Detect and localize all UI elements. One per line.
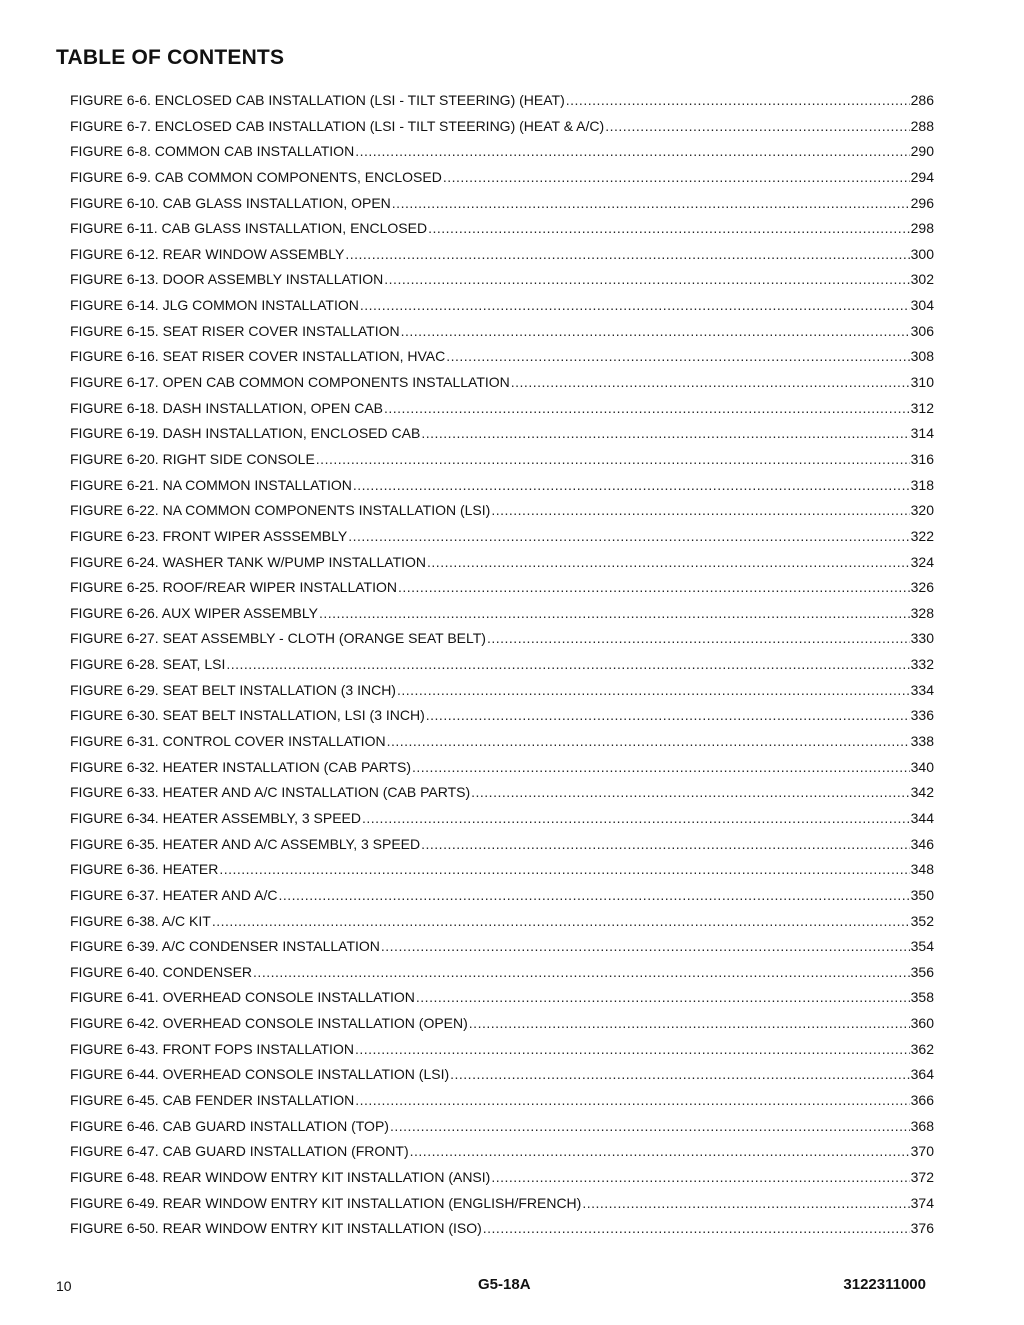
toc-entry[interactable] [70, 550, 934, 576]
toc-entry-label: FIGURE 6-13. DOOR ASSEMBLY INSTALLATION [70, 271, 384, 288]
dot-leader [355, 1037, 910, 1063]
toc-entry-label: FIGURE 6-8. COMMON CAB INSTALLATION [70, 143, 355, 160]
toc-entry[interactable] [70, 1062, 934, 1088]
toc-entry-page: 336 [910, 707, 934, 724]
dot-leader [401, 319, 910, 345]
toc-entry[interactable] [70, 267, 934, 293]
toc-entry[interactable] [70, 1037, 934, 1063]
toc-entry-page: 294 [910, 168, 934, 185]
toc-entry[interactable] [70, 293, 934, 319]
toc-entry[interactable] [70, 1139, 934, 1165]
footer-page-number: 10 [56, 1278, 72, 1294]
toc-entry-page: 320 [910, 502, 934, 519]
toc-entry-page: 290 [910, 143, 934, 160]
toc-entry-page: 318 [910, 476, 934, 493]
toc-entry-label: FIGURE 6-22. NA COMMON COMPONENTS INSTALLATION (LSI) [70, 502, 491, 519]
toc-entry-page: 322 [910, 527, 934, 544]
toc-entry-page: 354 [910, 938, 934, 955]
toc-entry-page: 296 [910, 194, 934, 211]
toc-entry[interactable] [70, 165, 934, 191]
toc-entry[interactable] [70, 473, 934, 499]
toc-entry-page: 374 [910, 1194, 934, 1211]
toc-entry-label: FIGURE 6-49. REAR WINDOW ENTRY KIT INSTALLATION (ENGLISH/FRENCH) [70, 1194, 582, 1211]
toc-entry-label: FIGURE 6-36. HEATER [70, 861, 219, 878]
toc-entry-page: 298 [910, 220, 934, 237]
dot-leader [387, 729, 910, 755]
dot-leader [605, 114, 909, 140]
toc-entry[interactable] [70, 88, 934, 114]
toc-entry-page: 310 [910, 374, 934, 391]
dot-leader [392, 191, 910, 217]
toc-entry-page: 300 [910, 245, 934, 262]
dot-leader [384, 267, 909, 293]
toc-entry-label: FIGURE 6-18. DASH INSTALLATION, OPEN CAB [70, 399, 383, 416]
toc-entry-page: 308 [910, 348, 934, 365]
toc-entry[interactable] [70, 575, 934, 601]
toc-entry-label: FIGURE 6-25. ROOF/REAR WIPER INSTALLATION [70, 579, 397, 596]
toc-entry-label: FIGURE 6-6. ENCLOSED CAB INSTALLATION (LSI - TILT STEERING) (HEAT) [70, 92, 565, 108]
toc-entry[interactable] [70, 1088, 934, 1114]
dot-leader [348, 524, 909, 550]
toc-entry[interactable] [70, 703, 934, 729]
toc-entry-label: FIGURE 6-41. OVERHEAD CONSOLE INSTALLATION [70, 989, 415, 1006]
dot-leader [319, 601, 910, 627]
toc-entry-page: 302 [910, 271, 934, 288]
toc-entry[interactable] [70, 626, 934, 652]
toc-entry-page: 328 [910, 604, 934, 621]
toc-entry-label: FIGURE 6-44. OVERHEAD CONSOLE INSTALLATION (LSI) [70, 1066, 450, 1083]
dot-leader [446, 344, 909, 370]
toc-entry-page: 332 [910, 656, 934, 673]
page-footer [56, 1276, 926, 1296]
toc-entry-label: FIGURE 6-39. A/C CONDENSER INSTALLATION [70, 938, 380, 955]
toc-entry-page: 334 [910, 681, 934, 698]
toc-entry-label: FIGURE 6-9. CAB COMMON COMPONENTS, ENCLOSED [70, 168, 442, 185]
toc-entry[interactable] [70, 780, 934, 806]
toc-list [70, 88, 934, 1242]
dot-leader [410, 1139, 910, 1165]
toc-entry-label: FIGURE 6-16. SEAT RISER COVER INSTALLATION, HVAC [70, 348, 446, 365]
dot-leader [566, 88, 910, 114]
dot-leader [428, 216, 910, 242]
toc-entry-label: FIGURE 6-12. REAR WINDOW ASSEMBLY [70, 245, 345, 262]
toc-entry-label: FIGURE 6-7. ENCLOSED CAB INSTALLATION (LSI - TILT STEERING) (HEAT & A/C) [70, 117, 605, 134]
toc-entry-page: 288 [910, 117, 934, 134]
toc-entry-label: FIGURE 6-42. OVERHEAD CONSOLE INSTALLATION (OPEN) [70, 1015, 468, 1032]
toc-entry[interactable] [70, 191, 934, 217]
dot-leader [450, 1062, 910, 1088]
toc-entry-label: FIGURE 6-21. NA COMMON INSTALLATION [70, 476, 352, 493]
toc-entry-page: 372 [910, 1168, 934, 1185]
dot-leader [443, 165, 910, 191]
toc-entry[interactable] [70, 139, 934, 165]
toc-entry-label: FIGURE 6-28. SEAT, LSI [70, 656, 226, 673]
dot-leader [491, 1165, 909, 1191]
dot-leader [511, 370, 910, 396]
dot-leader [483, 1216, 910, 1242]
toc-entry[interactable] [70, 216, 934, 242]
toc-entry-page: 286 [910, 92, 934, 108]
toc-entry-label: FIGURE 6-10. CAB GLASS INSTALLATION, OPEN [70, 194, 391, 211]
toc-entry-page: 330 [910, 630, 934, 647]
toc-entry[interactable] [70, 985, 934, 1011]
toc-entry-label: FIGURE 6-50. REAR WINDOW ENTRY KIT INSTALLATION (ISO) [70, 1220, 482, 1237]
dot-leader [421, 421, 909, 447]
toc-entry-label: FIGURE 6-27. SEAT ASSEMBLY - CLOTH (ORANGE SEAT BELT) [70, 630, 486, 647]
footer-model: G5-18A [478, 1276, 531, 1293]
toc-entry-label: FIGURE 6-31. CONTROL COVER INSTALLATION [70, 733, 386, 750]
toc-entry[interactable] [70, 755, 934, 781]
toc-entry[interactable] [70, 447, 934, 473]
toc-entry-page: 356 [910, 963, 934, 980]
toc-entry-label: FIGURE 6-23. FRONT WIPER ASSSEMBLY [70, 527, 348, 544]
toc-entry[interactable] [70, 883, 934, 909]
toc-entry-page: 312 [910, 399, 934, 416]
toc-entry-label: FIGURE 6-34. HEATER ASSEMBLY, 3 SPEED [70, 809, 361, 826]
dot-leader [355, 139, 909, 165]
toc-entry-label: FIGURE 6-30. SEAT BELT INSTALLATION, LSI (3 INCH) [70, 707, 425, 724]
toc-entry-page: 364 [910, 1066, 934, 1083]
dot-leader [390, 1114, 910, 1140]
dot-leader [360, 293, 910, 319]
toc-entry-page: 304 [910, 297, 934, 314]
dot-leader [381, 934, 910, 960]
toc-entry-label: FIGURE 6-43. FRONT FOPS INSTALLATION [70, 1040, 354, 1057]
toc-entry-label: FIGURE 6-46. CAB GUARD INSTALLATION (TOP) [70, 1117, 389, 1134]
toc-entry-label: FIGURE 6-20. RIGHT SIDE CONSOLE [70, 450, 315, 467]
toc-entry[interactable] [70, 1114, 934, 1140]
dot-leader [469, 1011, 910, 1037]
toc-entry-page: 368 [910, 1117, 934, 1134]
page-title: TABLE OF CONTENTS [56, 46, 285, 69]
toc-entry-label: FIGURE 6-14. JLG COMMON INSTALLATION [70, 297, 359, 314]
toc-entry[interactable] [70, 909, 934, 935]
dot-leader [278, 883, 909, 909]
dot-leader [582, 1191, 909, 1217]
toc-entry-label: FIGURE 6-38. A/C KIT [70, 912, 211, 929]
toc-entry-label: FIGURE 6-24. WASHER TANK W/PUMP INSTALLATION [70, 553, 427, 570]
toc-entry[interactable] [70, 114, 934, 140]
toc-entry-page: 360 [910, 1015, 934, 1032]
dot-leader [426, 703, 910, 729]
dot-leader [355, 1088, 909, 1114]
toc-entry-page: 340 [910, 758, 934, 775]
dot-leader [412, 755, 910, 781]
dot-leader [362, 806, 910, 832]
dot-leader [491, 498, 909, 524]
dot-leader [487, 626, 910, 652]
toc-entry-page: 306 [910, 322, 934, 339]
toc-entry-label: FIGURE 6-33. HEATER AND A/C INSTALLATION (CAB PARTS) [70, 784, 471, 801]
dot-leader [212, 909, 910, 935]
toc-entry[interactable] [70, 498, 934, 524]
toc-entry-label: FIGURE 6-45. CAB FENDER INSTALLATION [70, 1091, 355, 1108]
toc-entry[interactable] [70, 344, 934, 370]
toc-entry-label: FIGURE 6-26. AUX WIPER ASSEMBLY [70, 604, 318, 621]
toc-entry[interactable] [70, 832, 934, 858]
toc-entry-page: 370 [910, 1143, 934, 1160]
dot-leader [471, 780, 910, 806]
footer-doc-number: 3122311000 [843, 1276, 926, 1293]
toc-entry-label: FIGURE 6-37. HEATER AND A/C [70, 886, 278, 903]
toc-entry-label: FIGURE 6-47. CAB GUARD INSTALLATION (FRONT) [70, 1143, 409, 1160]
toc-entry-page: 326 [910, 579, 934, 596]
toc-entry[interactable] [70, 421, 934, 447]
toc-entry[interactable] [70, 319, 934, 345]
toc-entry[interactable] [70, 678, 934, 704]
dot-leader [416, 985, 910, 1011]
dot-leader [421, 832, 910, 858]
toc-entry[interactable] [70, 242, 934, 268]
toc-entry[interactable] [70, 1011, 934, 1037]
toc-entry[interactable] [70, 370, 934, 396]
toc-entry[interactable] [70, 1216, 934, 1242]
toc-entry-page: 324 [910, 553, 934, 570]
toc-entry-page: 348 [910, 861, 934, 878]
toc-entry-label: FIGURE 6-19. DASH INSTALLATION, ENCLOSED CAB [70, 425, 421, 442]
toc-entry[interactable] [70, 934, 934, 960]
toc-entry-label: FIGURE 6-15. SEAT RISER COVER INSTALLATION [70, 322, 400, 339]
dot-leader [219, 857, 909, 883]
toc-entry-page: 316 [910, 450, 934, 467]
toc-entry-page: 376 [910, 1220, 934, 1237]
toc-entry[interactable] [70, 1191, 934, 1217]
toc-entry-page: 338 [910, 733, 934, 750]
dot-leader [427, 550, 910, 576]
toc-entry-page: 362 [910, 1040, 934, 1057]
dot-leader [353, 473, 910, 499]
toc-entry[interactable] [70, 524, 934, 550]
toc-entry-label: FIGURE 6-35. HEATER AND A/C ASSEMBLY, 3 SPEED [70, 835, 421, 852]
dot-leader [397, 678, 910, 704]
dot-leader [253, 960, 910, 986]
toc-entry[interactable] [70, 652, 934, 678]
toc-entry[interactable] [70, 857, 934, 883]
dot-leader [345, 242, 909, 268]
toc-entry-label: FIGURE 6-11. CAB GLASS INSTALLATION, ENCLOSED [70, 220, 428, 237]
toc-entry-page: 358 [910, 989, 934, 1006]
toc-entry-page: 344 [910, 809, 934, 826]
toc-entry[interactable] [70, 960, 934, 986]
toc-entry[interactable] [70, 601, 934, 627]
toc-entry-label: FIGURE 6-48. REAR WINDOW ENTRY KIT INSTALLATION (ANSI) [70, 1168, 491, 1185]
dot-leader [384, 396, 910, 422]
toc-entry-page: 346 [910, 835, 934, 852]
toc-entry[interactable] [70, 1165, 934, 1191]
toc-entry-page: 350 [910, 886, 934, 903]
toc-entry-page: 366 [910, 1091, 934, 1108]
toc-entry[interactable] [70, 729, 934, 755]
toc-entry-page: 314 [910, 425, 934, 442]
toc-entry-page: 352 [910, 912, 934, 929]
toc-entry-page: 342 [910, 784, 934, 801]
dot-leader [226, 652, 909, 678]
toc-entry-label: FIGURE 6-29. SEAT BELT INSTALLATION (3 INCH) [70, 681, 396, 698]
toc-entry-label: FIGURE 6-17. OPEN CAB COMMON COMPONENTS INSTALLATION [70, 374, 510, 391]
toc-entry-label: FIGURE 6-40. CONDENSER [70, 963, 253, 980]
dot-leader [316, 447, 910, 473]
toc-entry-label: FIGURE 6-32. HEATER INSTALLATION (CAB PARTS) [70, 758, 411, 775]
toc-entry[interactable] [70, 806, 934, 832]
toc-entry[interactable] [70, 396, 934, 422]
dot-leader [398, 575, 910, 601]
